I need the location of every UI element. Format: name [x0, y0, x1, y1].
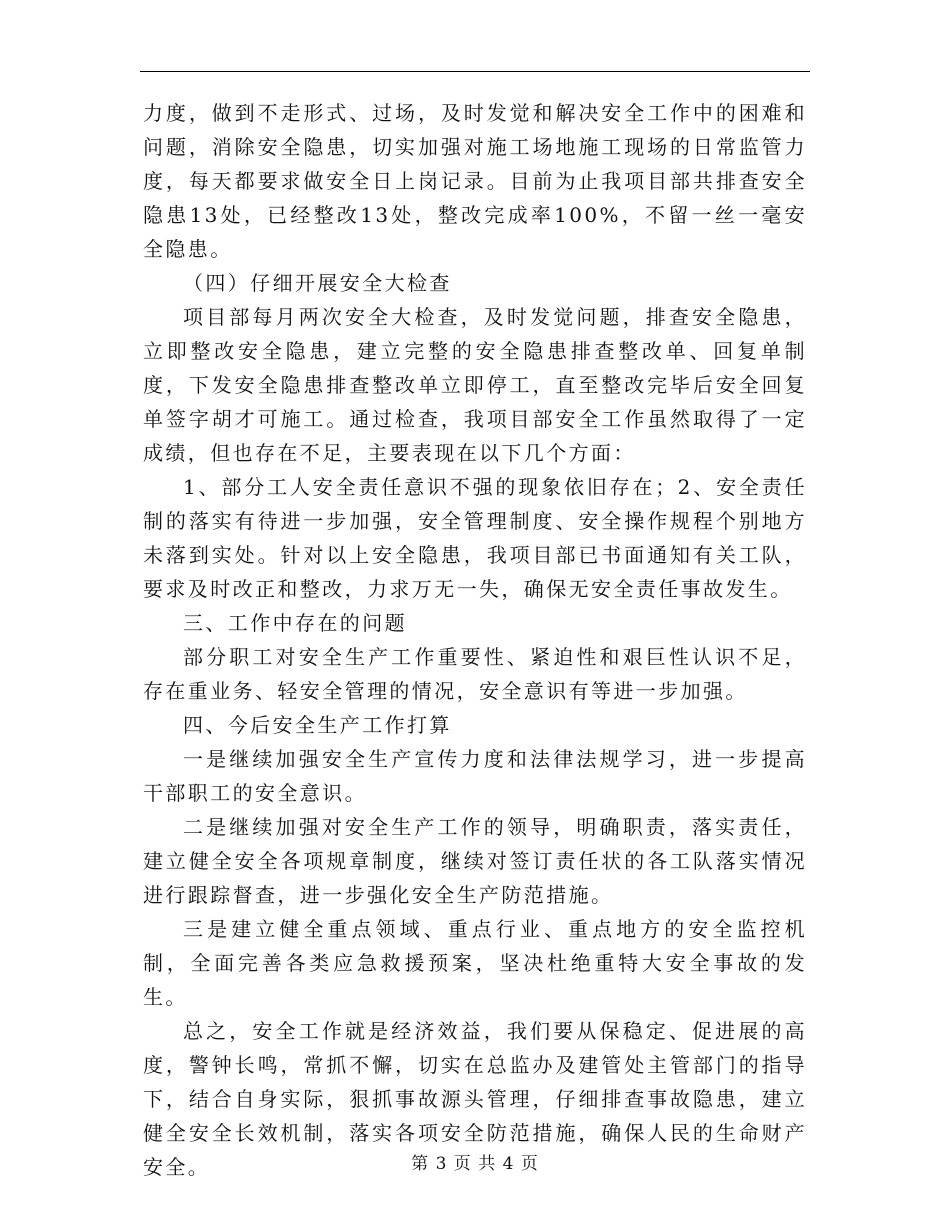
section-heading-plans: 四、今后安全生产工作打算: [183, 713, 452, 737]
paragraph-problems: 部分职工对安全生产工作重要性、紧迫性和艰巨性认识不足，存在重业务、轻安全管理的情况，安全意识有等进一步加强。: [143, 645, 807, 703]
document-body: [143, 96, 807, 1184]
paragraph-plan-one: 一是继续加强安全生产宣传力度和法律法规学习，进一步提高干部职工的安全意识。: [143, 747, 807, 805]
paragraph-inspection: 项目部每月两次安全大检查，及时发觉问题，排查安全隐患，立即整改安全隐患，建立完整的安全隐患排查整改单、回复单制度，下发安全隐患排查整改单立即停工，直至整改完毕后安全回复单签字胡才可施工。通过检查，我项目部安全工作虽然取得了一定成绩，但也存在不足，主要表现在以下几个方面：: [143, 305, 807, 465]
paragraph-conclusion: 总之，安全工作就是经济效益，我们要从保稳定、促进展的高度，警钟长鸣，常抓不懈，切实在总监办及建管处主管部门的指导下，结合自身实际，狠抓事故源头管理，仔细排查事故隐患，建立健全安全长效机制，落实各项安全防范措施，确保人民的生命财产安全。: [143, 1019, 807, 1179]
paragraph-shortcomings: 1、部分工人安全责任意识不强的现象依旧存在；2、安全责任制的落实有待进一步加强，安全管理制度、安全操作规程个别地方未落到实处。针对以上安全隐患，我项目部已书面通知有关工队，要求及时改正和整改，力求万无一失，确保无安全责任事故发生。: [143, 475, 807, 601]
section-heading-problems: 三、工作中存在的问题: [183, 611, 407, 635]
paragraph-continuation: 力度，做到不走形式、过场，及时发觉和解决安全工作中的困难和问题，消除安全隐患，切实加强对施工场地施工现场的日常监管力度，每天都要求做安全日上岗记录。目前为止我项目部共排查安全隐患13处，已经整改13处，整改完成率100%，不留一丝一毫安全隐患。: [143, 101, 807, 261]
paragraph-plan-three: 三是建立健全重点领域、重点行业、重点地方的安全监控机制，全面完善各类应急救援预案，坚决杜绝重特大安全事故的发生。: [143, 917, 807, 1009]
paragraph-plan-two: 二是继续加强对安全生产工作的领导，明确职责，落实责任，建立健全安全各项规章制度，继续对签订责任状的各工队落实情况进行跟踪督查，进一步强化安全生产防范措施。: [143, 815, 807, 907]
page-number-footer: 第 3 页 共 4 页: [411, 1154, 539, 1174]
section-heading-safety-inspection: （四）仔细开展安全大检查: [183, 271, 452, 295]
header-rule: [140, 71, 810, 72]
